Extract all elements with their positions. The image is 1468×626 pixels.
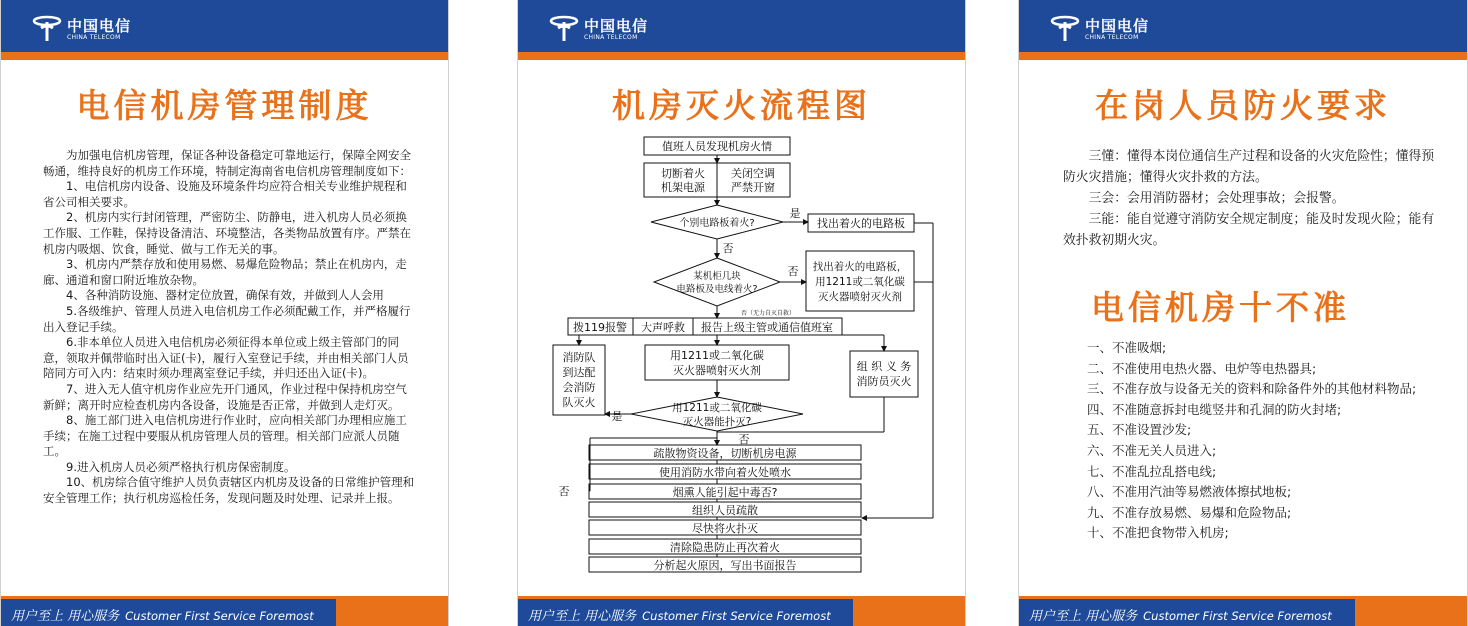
- slogan: [1029, 605, 1332, 624]
- node-volunteer-box: [850, 351, 918, 397]
- node-call119-label: 拨119报警: [573, 321, 627, 334]
- decision-single-label: 个别电路板着火?: [679, 218, 755, 229]
- list-item: 四、不准随意拆封电缆竖井和孔洞的防火封堵;: [1087, 401, 1342, 417]
- node-cut-label: 机架电源: [661, 181, 705, 194]
- brand-name-en: CHINA TELECOM: [1085, 34, 1139, 41]
- paragraph: 2、机房内实行封闭管理，严密防尘、防静电，进入机房人员必须换工作服、工作鞋，保持设备清洁、环境整洁，各类物品放置有序。严禁在机房内吸烟、饮食，睡觉、做与工作无关的事。: [43, 210, 411, 256]
- node-cut-label: 切断着火: [661, 167, 705, 180]
- requirements-body: [1063, 146, 1437, 251]
- list-item: 八、不准用汽油等易燃液体擦拭地板;: [1087, 484, 1292, 500]
- node-find-spray-label: 找出着火的电路板，: [812, 261, 908, 273]
- brand-name-cn: 中国电信: [584, 17, 649, 35]
- list-item: 二、不准使用电热火器、电炉等电热器具;: [1087, 360, 1317, 376]
- no-label: 否: [738, 433, 750, 446]
- node-spray-label: 用1211或二氧化碳: [670, 349, 764, 362]
- paragraph: 为加强电信机房管理，保证各种设备稳定可靠地运行，保障全网安全畅通，维持良好的机房工作环境，特制定海南省电信机房管理制度如下：: [43, 148, 411, 178]
- ten-rules-list: [1063, 338, 1435, 544]
- node-shout-label: 大声呼救: [641, 321, 685, 334]
- step-label: 清除隐患防止再次着火: [670, 541, 780, 554]
- decision-can-label: 用1211或二氧化碳: [672, 402, 762, 414]
- step-label: 疏散物资设备，切断机房电源: [653, 447, 797, 460]
- decision-multi-label: 某机柜几块: [693, 271, 741, 282]
- rules-body: [43, 148, 417, 507]
- node-firefighters-label: 到达配: [562, 366, 596, 379]
- node-volunteer-label: 组 织 义 务: [856, 360, 912, 373]
- list-item: 十、不准把食物带入机房;: [1087, 525, 1229, 541]
- list-item: 三、不准存放与设备无关的资料和除备件外的其他材料物品;: [1087, 381, 1417, 397]
- no-label: 否: [558, 485, 570, 498]
- paragraph: 9.进入机房人员必须严格执行机房保密制度。: [66, 459, 296, 474]
- slogan-cn: 用户至上 用心服务: [528, 609, 637, 624]
- step-label: 尽快将火扑灭: [692, 522, 758, 535]
- footer-accent: [853, 599, 965, 626]
- no-label: 否: [722, 242, 734, 255]
- paragraph: 8、施工部门进入电信机房进行作业时，应向相关部门办理相应施工手续；在施工过程中要服从机房管理人员的管理。相关部门应派人员随工。: [43, 413, 407, 459]
- paragraph: 三懂：懂得本岗位通信生产过程和设备的火灾危险性；懂得预防火灾措施；懂得火灾扑救的方法。: [1063, 149, 1435, 185]
- step-label: 组织人员疏散: [692, 504, 758, 517]
- header-stripe: [1, 52, 448, 60]
- node-find-board-label: 找出着火的电路板: [817, 217, 905, 230]
- node-volunteer-label: 消防员灭火: [856, 375, 912, 388]
- page-title: 机房灭火流程图: [612, 86, 871, 125]
- step-label: 分析起火原因，写出书面报告: [653, 559, 797, 572]
- node-ac-label: 关闭空调: [731, 167, 775, 180]
- panel-fire-requirements: [1018, 0, 1468, 626]
- node-report-label: 报告上级主管或通信值班室: [701, 321, 833, 334]
- fire-flowchart: [518, 0, 966, 596]
- no-note-label: 否（无力自灭自救）: [740, 310, 796, 317]
- paragraph: 4、各种消防设施、器材定位放置，确保有效，并做到人人会用: [66, 288, 384, 303]
- node-firefighters-label: 消防队: [562, 351, 596, 364]
- brand-name-en: CHINA TELECOM: [584, 34, 638, 41]
- paragraph: 5.各级维护、管理人员进入电信机房工作必须配戴工作，并严格履行出入登记手续。: [43, 303, 411, 334]
- paragraph: 6.非本单位人员进入电信机房必须征得本单位或上级主管部门的同意，领取并佩带临时出入证(卡)，履行入室登记手续，并由相关部门人员陪同方可入内：结束时须办理离室登记手续，并归还出入证(卡)。: [43, 335, 409, 381]
- yes-label: 是: [789, 207, 801, 220]
- decision-multi-board: [654, 258, 780, 306]
- yes-label: 是: [611, 410, 623, 423]
- node-spray-label: 灭火器喷射灭火剂: [673, 364, 761, 377]
- list-item: 六、不准无关人员进入;: [1087, 442, 1217, 458]
- paragraph: 三能：能自觉遵守消防安全规定制度；能及时发现火险；能有效扑救初期火灾。: [1063, 212, 1435, 248]
- list-item: 七、不准乱拉乱搭电线;: [1087, 463, 1217, 479]
- slogan-cn: 用户至上 用心服务: [1029, 609, 1138, 624]
- slogan-en: Customer First Service Foremost: [125, 609, 314, 623]
- telecom-swirl-icon: [1049, 13, 1081, 43]
- list-item: 五、不准设置沙发;: [1087, 422, 1192, 438]
- section-title: 电信机房十不准: [1091, 288, 1350, 327]
- node-find-spray-label: 灭火器喷射灭火剂: [818, 291, 902, 303]
- panel-management-rules: [0, 0, 449, 626]
- telecom-swirl-icon: [31, 13, 63, 43]
- decision-multi-label: 电路板及电线着火?: [676, 284, 758, 295]
- brand-name-cn: 中国电信: [1085, 17, 1150, 35]
- slogan: [11, 605, 314, 624]
- footer-accent: [336, 599, 448, 626]
- node-discover-label: 值班人员发现机房火情: [662, 140, 772, 153]
- slogan: [528, 605, 831, 624]
- slogan-en: Customer First Service Foremost: [1143, 609, 1332, 623]
- list-item: 九、不准存放易燃、易爆和危险物品;: [1087, 504, 1292, 520]
- no-label: 否: [787, 265, 799, 278]
- decision-can-label: 灭火器能扑灭?: [682, 416, 752, 428]
- paragraph: 三会：会用消防器材；会处理事故；会报警。: [1088, 191, 1345, 206]
- node-ac-label: 严禁开窗: [731, 181, 775, 194]
- header-stripe: [1019, 52, 1467, 60]
- node-find-spray-label: 用1211或二氧化碳: [815, 276, 905, 288]
- list-item: 一、不准吸烟;: [1087, 340, 1167, 355]
- page-title: 电信机房管理制度: [76, 86, 373, 125]
- step-label: 使用消防水带向着火处喷水: [659, 466, 791, 479]
- paragraph: 1、电信机房内设备、设施及环境条件均应符合相关专业维护规程和省公司相关要求。: [43, 179, 407, 209]
- footer-accent: [1355, 599, 1467, 626]
- brand-name-cn: 中国电信: [67, 17, 132, 35]
- step-label: 烟熏人能引起中毒否?: [672, 486, 778, 499]
- slogan-cn: 用户至上 用心服务: [11, 609, 120, 624]
- section-title: 在岗人员防火要求: [1095, 86, 1391, 125]
- paragraph: 3、机房内严禁存放和使用易燃、易爆危险物品；禁止在机房内，走廊、通道和窗口附近堆放杂物。: [43, 257, 407, 287]
- node-firefighters-label: 会消防: [562, 381, 596, 394]
- slogan-en: Customer First Service Foremost: [642, 609, 831, 623]
- brand-name-en: CHINA TELECOM: [67, 34, 121, 41]
- paragraph: 10、机房综合值守维护人员负责辖区内机房及设备的日常维护管理和安全管理工作；执行机房巡检任务，发现问题及时处理、记录并上报。: [43, 475, 415, 506]
- panel-fire-flowchart: [517, 0, 966, 626]
- paragraph: 7、进入无人值守机房作业应先开门通风，作业过程中保持机房空气新鲜；离开时应检查机房内各设备，设施是否正常，并做到人走灯灭。: [43, 381, 407, 412]
- node-firefighters-label: 队灭火: [562, 396, 596, 409]
